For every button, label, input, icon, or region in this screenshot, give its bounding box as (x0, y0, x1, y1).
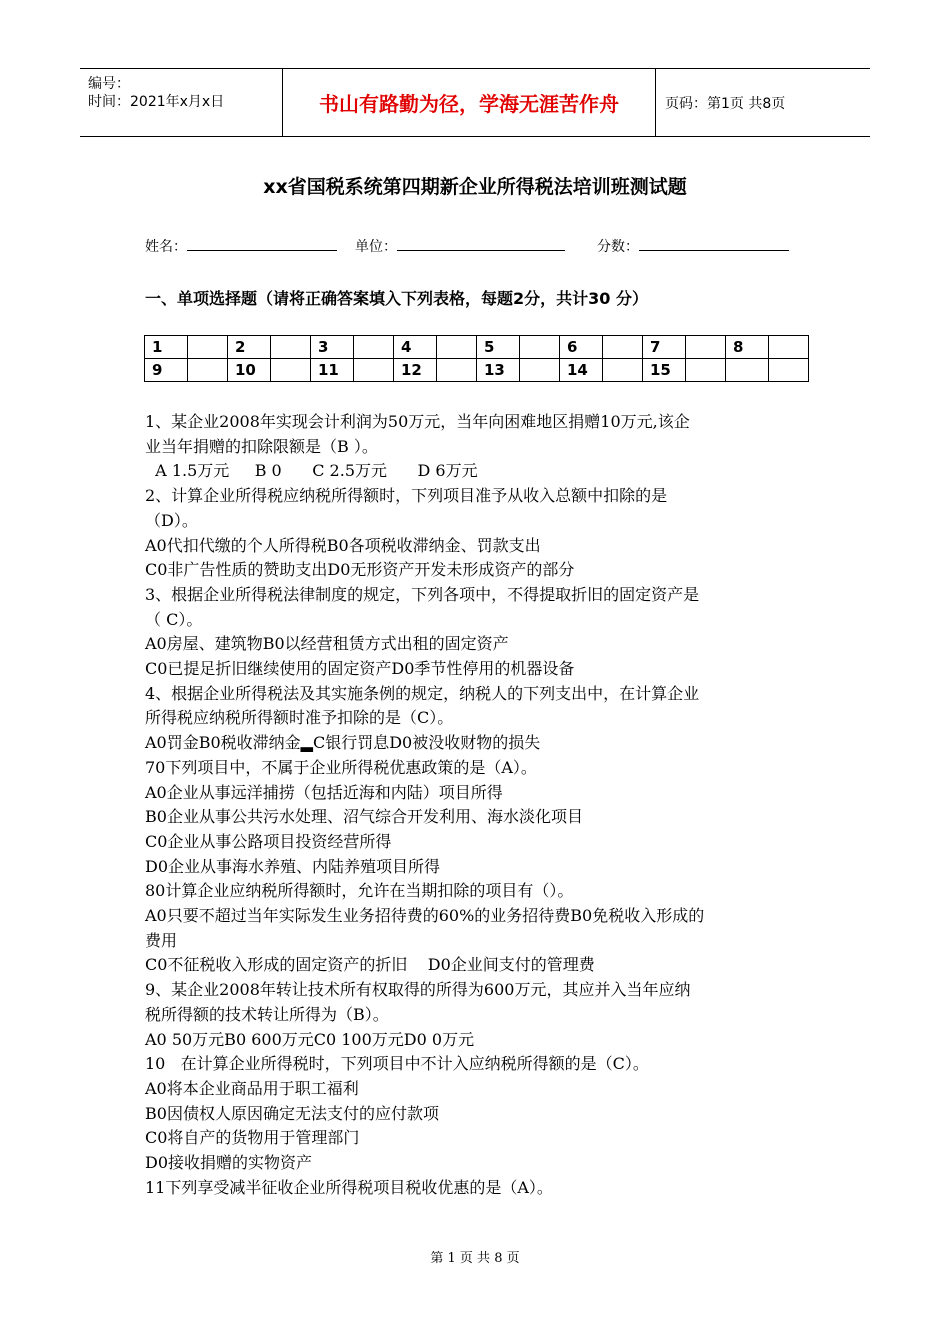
question-number-cell: 8 (726, 336, 769, 359)
question-number-cell: 4 (394, 336, 437, 359)
question-line: 10 在计算企业所得税时，下列项目中不计入应纳税所得额的是（C）。 (145, 1054, 649, 1074)
answer-cell[interactable] (354, 359, 394, 382)
question-body (145, 410, 815, 1201)
answer-cell[interactable] (686, 336, 726, 359)
option-line: C0不征税收入形成的固定资产的折旧 D0企业间支付的管理费 (145, 955, 595, 975)
name-label: 姓名： (145, 239, 187, 255)
option-line: C0已提足折旧继续使用的固定资产D0季节性停用的机器设备 (145, 659, 575, 679)
answer-cell[interactable] (437, 336, 477, 359)
option-line: C0企业从事公路项目投资经营所得 (145, 831, 392, 851)
answer-cell[interactable] (769, 359, 809, 382)
answer-row (145, 336, 809, 359)
option-line: C0将自产的货物用于管理部门 (145, 1128, 360, 1148)
page-title: xx省国税系统第四期新企业所得税法培训班测试题 (263, 176, 687, 198)
question-number-cell: 5 (477, 336, 520, 359)
question-line: 70下列项目中，不属于企业所得税优惠政策的是（A）。 (145, 757, 537, 777)
option-line: A 1.5万元 B 0 C 2.5万元 D 6万元 (145, 461, 478, 481)
answer-cell[interactable] (769, 336, 809, 359)
question-line: 3、根据企业所得税法律制度的规定，下列各项中，不得提取折旧的固定资产是 (145, 584, 700, 604)
answer-cell[interactable] (354, 336, 394, 359)
answer-cell[interactable] (188, 336, 228, 359)
option-line: A0 50万元B0 600万元C0 100万元D0 0万元 (145, 1029, 475, 1049)
page-footer: 第 1 页 共 8 页 (430, 1251, 520, 1266)
question-line: 2、计算企业所得税应纳税所得额时，下列项目准予从收入总额中扣除的是 (145, 486, 668, 506)
option-line: A0企业从事远洋捕捞（包括近海和内陆）项目所得 (145, 782, 503, 802)
option-line: 费用 (145, 930, 178, 950)
question-line: 11下列享受减半征收企业所得税项目税收优惠的是（A）。 (145, 1177, 553, 1197)
document-time-label: 时间：2021年x月x日 (88, 94, 225, 110)
answer-cell[interactable] (437, 359, 477, 382)
question-line: 所得税应纳税所得额时准予扣除的是（C）。 (145, 708, 454, 728)
question-line: （D）。 (145, 510, 198, 530)
option-line: D0企业从事海水养殖、内陆养殖项目所得 (145, 856, 441, 876)
answer-cell[interactable] (520, 359, 560, 382)
question-line: 1、某企业2008年实现会计利润为50万元，当年向困难地区捐赠10万元,该企 (145, 412, 690, 431)
question-number-cell (726, 359, 769, 382)
header-meta (80, 69, 280, 136)
header-page-info: 页码：第1页 共8页 (665, 95, 786, 112)
header-bar (80, 68, 870, 137)
option-line: D0接收捐赠的实物资产 (145, 1153, 313, 1173)
option-line: B0企业从事公共污水处理、沼气综合开发利用、海水淡化项目 (145, 807, 583, 827)
question-number-cell: 15 (643, 359, 686, 382)
answer-cell[interactable] (271, 359, 311, 382)
question-number-cell: 6 (560, 336, 603, 359)
question-number-cell: 10 (228, 359, 271, 382)
question-line: 4、根据企业所得税法及其实施条例的规定，纳税人的下列支出中，在计算企业 (145, 683, 700, 703)
question-line: （ C）。 (145, 609, 203, 629)
question-number-cell: 12 (394, 359, 437, 382)
question-line: 9、某企业2008年转让技术所有权取得的所得为600万元，其应并入当年应纳 (145, 980, 691, 1000)
question-number-cell: 3 (311, 336, 354, 359)
answer-row (145, 359, 809, 382)
question-number-cell: 9 (145, 359, 188, 382)
question-number-cell: 11 (311, 359, 354, 382)
score-label: 分数： (597, 239, 639, 255)
unit-blank[interactable] (397, 236, 565, 251)
answer-cell[interactable] (686, 359, 726, 382)
question-line: 业当年捐赠的扣除限额是（B ）。 (145, 436, 378, 456)
question-number-cell: 2 (228, 336, 271, 359)
answer-cell[interactable] (520, 336, 560, 359)
option-line: A0罚金B0税收滞纳金▂C银行罚息D0被没收财物的损失 (145, 733, 541, 753)
question-number-cell: 14 (560, 359, 603, 382)
option-line: B0因债权人原因确定无法支付的应付款项 (145, 1103, 439, 1123)
unit-label: 单位： (355, 239, 397, 255)
option-line: A0将本企业商品用于职工福利 (145, 1078, 359, 1098)
score-blank[interactable] (639, 236, 789, 251)
question-number-cell: 7 (643, 336, 686, 359)
answer-cell[interactable] (188, 359, 228, 382)
question-number-cell: 1 (145, 336, 188, 359)
answer-cell[interactable] (603, 336, 643, 359)
name-blank[interactable] (187, 236, 337, 251)
option-line: C0非广告性质的赞助支出D0无形资产开发未形成资产的部分 (145, 560, 575, 580)
header-motto: 书山有路勤为径，学海无涯苦作舟 (282, 69, 656, 136)
answer-table (144, 335, 809, 382)
answer-cell[interactable] (603, 359, 643, 382)
option-line: A0代扣代缴的个人所得税B0各项税收滞纳金、罚款支出 (145, 535, 541, 555)
question-line: 80计算企业应纳税所得额时，允许在当期扣除的项目有（）。 (145, 881, 574, 901)
question-number-cell: 13 (477, 359, 520, 382)
question-line: 税所得额的技术转让所得为（B）。 (145, 1004, 389, 1024)
option-line: A0只要不超过当年实际发生业务招待费的60%的业务招待费B0免税收入形成的 (145, 906, 705, 926)
section-title: 一、单项选择题（请将正确答案填入下列表格，每题2分，共计30 分） (145, 289, 648, 308)
option-line: A0房屋、建筑物B0以经营租赁方式出租的固定资产 (145, 634, 509, 654)
answer-cell[interactable] (271, 336, 311, 359)
document-number-label: 编号： (88, 76, 130, 92)
